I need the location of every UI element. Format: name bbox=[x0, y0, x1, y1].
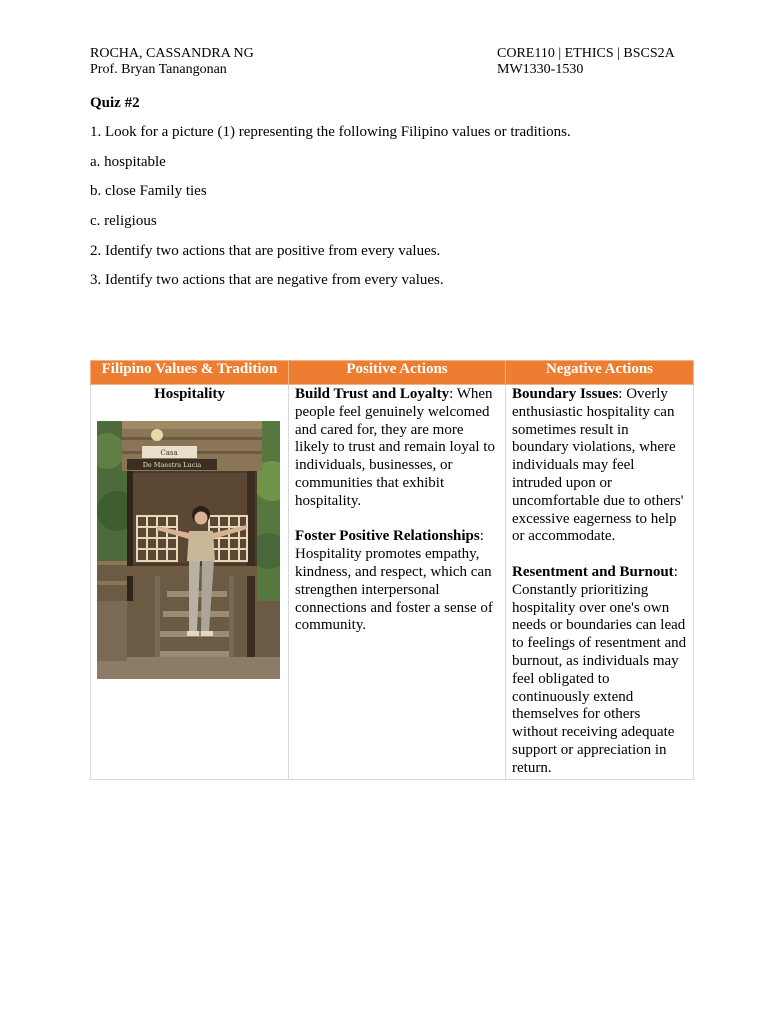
negative-action-1-text: : Overly enthusiastic hospitality can sometimes result in boundary violations, where individuals may feel intruded upon or uncomfortable due to others' excessive eagerness to help or accommodate. bbox=[512, 386, 684, 545]
header-right bbox=[497, 46, 675, 78]
positive-action-1-title: Build Trust and Loyalty bbox=[295, 386, 450, 402]
positive-actions-cell bbox=[289, 385, 506, 780]
value-cell bbox=[91, 385, 289, 780]
hospitality-photo bbox=[97, 421, 280, 679]
negative-action-2-title: Resentment and Burnout bbox=[512, 563, 674, 580]
student-name: ROCHA, CASSANDRA NG bbox=[90, 46, 254, 61]
quiz-title: Quiz #2 bbox=[90, 95, 140, 111]
negative-action-1 bbox=[512, 386, 687, 546]
course-info: CORE110 | ETHICS | BSCS2A bbox=[497, 46, 675, 61]
column-header-negative: Negative Actions bbox=[506, 361, 694, 385]
positive-action-1-text: : When people feel genuinely welcomed and cared for, they are more likely to trust and remain loyal to individuals, businesses, or communities that exhibit hospitality. bbox=[295, 386, 495, 509]
professor-name: Prof. Bryan Tanangonan bbox=[90, 62, 227, 77]
sign-line-2: De Maestra Lucia bbox=[142, 460, 202, 469]
class-schedule: MW1330-1530 bbox=[497, 62, 584, 77]
sign-line-1: Casa bbox=[160, 448, 178, 457]
table-header-row bbox=[91, 361, 694, 385]
header-left bbox=[90, 46, 254, 78]
negative-actions-cell bbox=[506, 385, 694, 780]
column-header-positive: Positive Actions bbox=[289, 361, 506, 385]
negative-action-2-text: : Constantly prioritizing hospitality over one's own needs or boundaries can lead to feelings of resentment and burnout, as individuals may feel obligated to continuously extend themselves for others without receiving adequate support or appreciation in return. bbox=[512, 563, 687, 776]
column-header-values: Filipino Values & Tradition bbox=[91, 361, 289, 385]
negative-action-1-title: Boundary Issues bbox=[512, 386, 619, 402]
values-table bbox=[90, 360, 694, 780]
question-1: 1. Look for a picture (1) representing the following Filipino values or traditions. bbox=[90, 124, 571, 140]
positive-action-2 bbox=[295, 528, 499, 635]
question-3: 3. Identify two actions that are negative from every values. bbox=[90, 272, 444, 288]
item-b: b. close Family ties bbox=[90, 183, 207, 199]
negative-action-2 bbox=[512, 564, 687, 778]
question-2: 2. Identify two actions that are positive from every values. bbox=[90, 243, 441, 259]
value-name: Hospitality bbox=[154, 386, 225, 402]
positive-action-1 bbox=[295, 386, 499, 511]
item-a: a. hospitable bbox=[90, 154, 166, 170]
positive-action-2-text: : Hospitality promotes empathy, kindness, and respect, which can strengthen interpersonal connections and foster a sense of community. bbox=[295, 528, 493, 634]
table-row bbox=[91, 385, 694, 780]
positive-action-2-title: Foster Positive Relationships bbox=[295, 528, 480, 545]
item-c: c. religious bbox=[90, 213, 157, 229]
